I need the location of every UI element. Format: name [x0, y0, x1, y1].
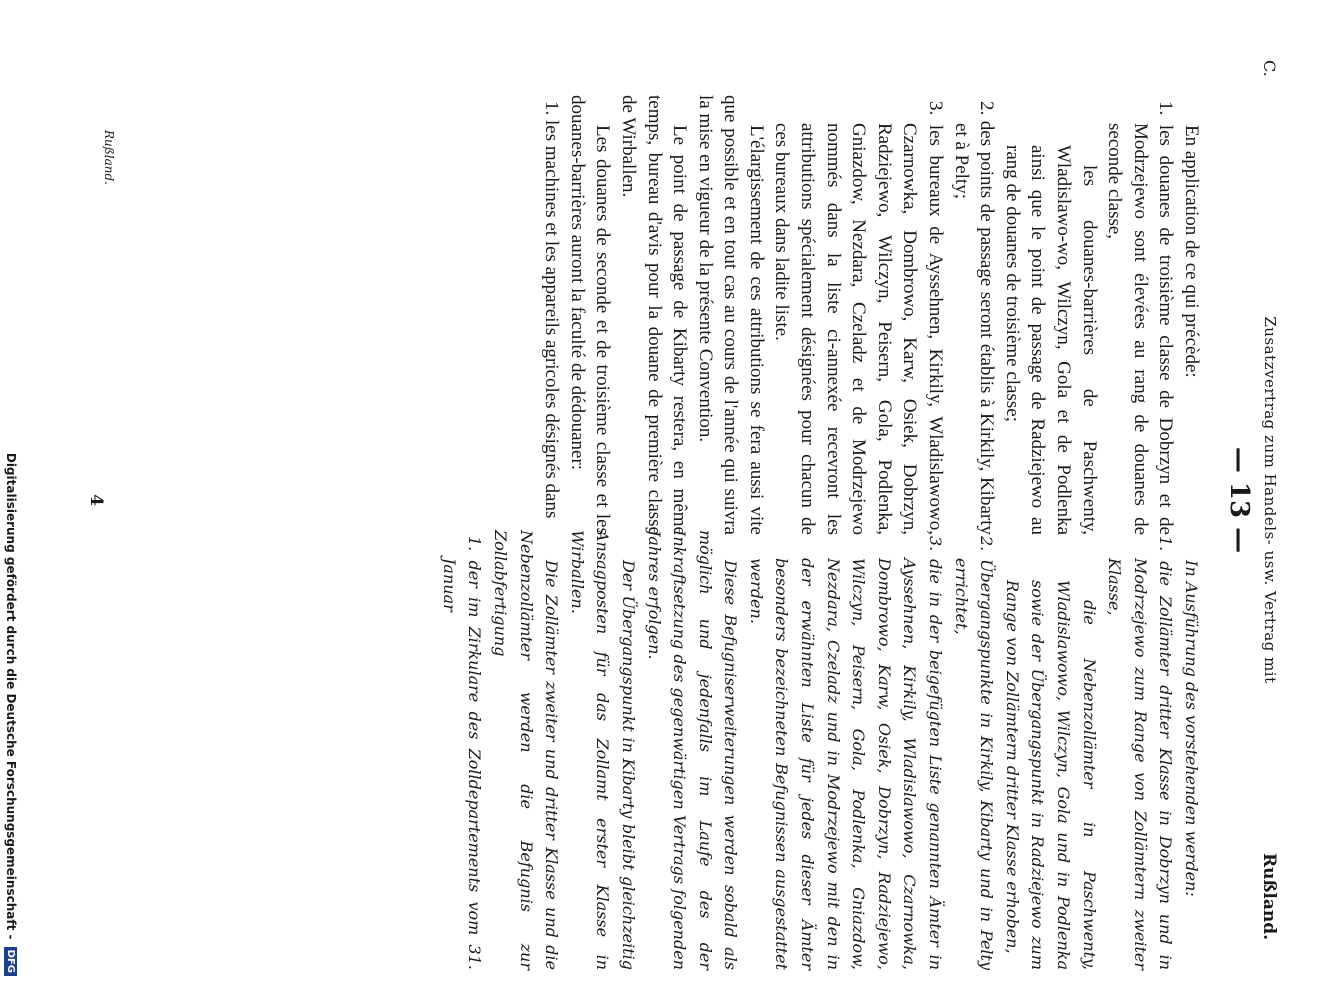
german-intro: In Ausführung des vorstehenden werden:: [1182, 560, 1201, 897]
digitization-note-text: Digitalisierung gefördert durch die Deutsche Forschungsgemeinschaft -: [4, 452, 18, 940]
german-paragraph-1: Diese Befugniserweiterungen werden sobald als möglich und jedenfalls im Laufe des der Inkraftsetzung des gegenwärtigen Vertrags folgenden Jahres erfolgen.: [644, 530, 741, 970]
running-title-text: Zusatzvertrag zum Handels- usw. Vertrag mit: [1261, 316, 1279, 684]
french-item-1-continued: les douanes-barrières de Paschwenty, Wladislawo-wo, Wilczyn, Gola et de Podlenka ainsi que le point de passage de Radziejewo au rang de douanes de troisième classe;: [1001, 145, 1100, 535]
german-item-1-continued: die Nebenzollämter in Paschwenty, Wladislawowo, Wilczyn, Gola und in Podlenka sowie der Übergangspunkt in Radziejewo zum Range von Zollämtern dritter Klasse erhoben,: [1002, 580, 1099, 970]
french-paragraph-3: Les douanes de seconde et de troisième classe et les douanes-barrières auront la faculté de dédouaner:: [566, 95, 614, 535]
german-item-2: 2. Übergangspunkte in Kirkily, Kibarty und in Pelty errichtet,: [951, 536, 997, 970]
digitization-note: [4, 0, 18, 1000]
german-paragraph-2: Der Übergangspunkt in Kibarty bleibt gleichzeitig Ansagposten für das Zollamt erster Klasse in Wirballen.: [567, 530, 638, 970]
running-title-prefix: C.: [1260, 60, 1279, 77]
page-header: [1224, 0, 1324, 1000]
french-item-1: 1. les douanes de troisième classe de Dobrzyn et de Modrzejewo sont élevées au rang de douanes de seconde classe,: [1104, 101, 1177, 535]
sheet-number: 4: [86, 494, 106, 506]
german-item-last: 1. der im Zirkulare des Zolldepartements vom 31. Januar: [439, 536, 485, 970]
page-number: — 13 —: [1224, 446, 1254, 554]
dfg-logo: DFG: [4, 947, 17, 976]
french-item-3: 3. les bureaux de Ayssehnen, Kirkily, Wladislawowo, Czarnowka, Dombrowo, Karw, Osiek, Dobrzyn, Radziejewo, Wilczyn, Peisern, Gola, Podlenka, Gniazdow, Nezdara, Czeladz et de Modrzejewo nommés dans la liste ci-annexée recevront les attributions spécialement désignées pour chacun de ces bureaux dans ladite liste.: [771, 101, 947, 535]
german-item-3: 3. die in der beigefügten Liste genannten Ämter in Ayssehnen, Kirkily, Wladislawowo, Czarnowka, Dombrowo, Karw, Osiek, Dobrzyn, Radziejewo, Wilczyn, Peisern, Gola, Podlenka, Gniazdow, Nezdara, Czeladz und in Modrzejewo mit den in der erwähnten Liste für jedes dieser Ämter besonders bezeichneten Befugnissen ausgestattet werden.: [746, 536, 946, 970]
german-paragraph-3: Die Zollämter zweiter und dritter Klasse und die Nebenzollämter werden die Befugnis zur Zollabfertigung: [490, 530, 562, 970]
french-paragraph-2: Le point de passage de Kibarty restera, en même temps, bureau d'avis pour la douane de première classe de Wirballen.: [617, 95, 691, 535]
french-intro: En application de ce qui précède:: [1181, 125, 1202, 378]
running-title-country: Rußland.: [1259, 852, 1279, 940]
french-column: [539, 95, 1204, 535]
french-item-2: 2. des points de passage seront établis à Kirkily, Kibarty et à Pelty;: [950, 101, 998, 535]
signature-mark: Rußland.: [102, 130, 116, 185]
german-column: [436, 530, 1204, 970]
french-item-last: 1. les machines et les appareils agricoles désignés dans: [541, 101, 563, 519]
german-item-1: 1. die Zollämter dritter Klasse in Dobrzyn und in Modrzejewo zum Range von Zollämtern zweiter Klasse,: [1105, 536, 1176, 970]
french-paragraph-1: L'élargissement de ces attributions se fera aussi vite que possible et en tout cas au cours de l'année qui suivra la mise en vigueur de la présente Convention.: [694, 95, 767, 535]
